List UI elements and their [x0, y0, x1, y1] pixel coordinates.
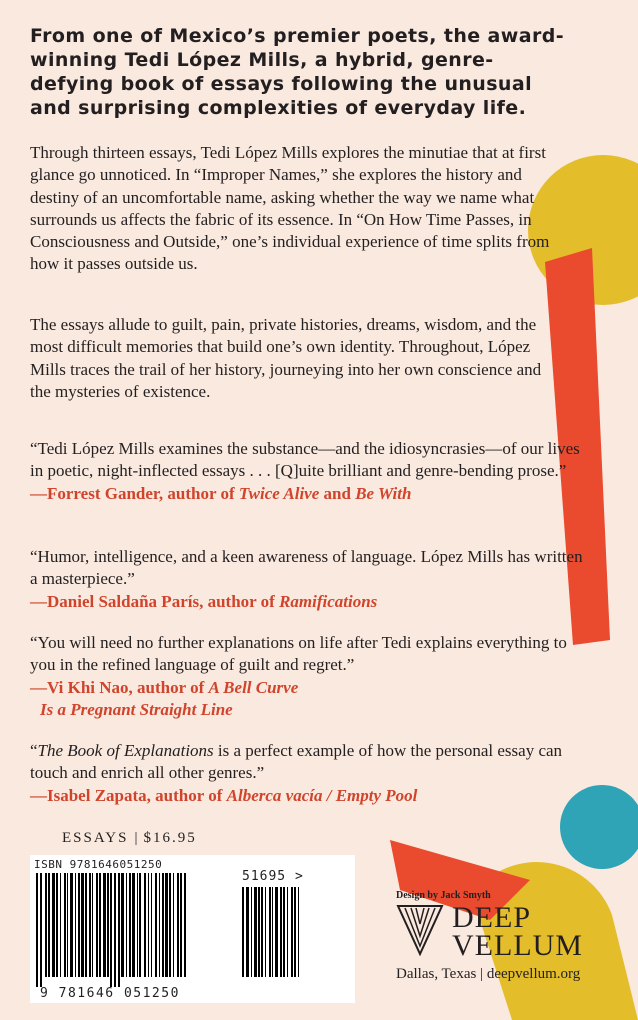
description-paragraph-2: The essays allude to guilt, pain, private histories, dreams, wisdom, and the most difficult memories that build one’s own identity. Throughout, López Mills traces the trail of her history, journeying into her own conscience and the mysteries of existence. [30, 315, 542, 401]
barcode-bar [283, 887, 285, 977]
barcode-bar [269, 887, 271, 977]
barcode-bar [132, 873, 135, 977]
ean-barcode-bars [36, 873, 236, 987]
barcode-bar [36, 873, 38, 987]
barcode-bar [148, 873, 149, 977]
barcode-bar [246, 887, 249, 977]
attribution-work: Be With [355, 483, 412, 503]
attribution-author: —Forrest Gander, author of [30, 483, 239, 503]
publisher-location: Dallas, Texas | deepvellum.org [396, 966, 581, 982]
attribution-author: —Isabel Zapata, author of [30, 785, 227, 805]
blurb-quote: “Humor, intelligence, and a keen awareness of language. López Mills has written a masterpiece.” [30, 547, 583, 589]
barcode-bar [137, 873, 138, 977]
barcode-bar [114, 873, 116, 987]
logo-text-deep: DEEP [452, 901, 531, 934]
barcode-bar [52, 873, 55, 977]
barcode-bar [251, 887, 252, 977]
barcode-bar [291, 887, 293, 977]
barcode-bar [45, 873, 47, 977]
barcode-bar [144, 873, 146, 977]
design-credit: Design by Jack Smyth [396, 890, 491, 901]
barcode-bar [280, 887, 282, 977]
attribution-joiner: and [319, 483, 356, 503]
barcode-bar [173, 873, 174, 977]
barcode-bar [162, 873, 164, 977]
quoted-book-title: The Book of Explanations [37, 741, 214, 760]
barcode-bar [159, 873, 160, 977]
barcode-bar [151, 873, 152, 977]
barcode-bar [177, 873, 179, 977]
blurb-1 [30, 438, 590, 505]
blurb-2 [30, 546, 590, 613]
attribution-author: —Daniel Saldaña París, author of [30, 591, 280, 611]
addon-digits: 51695 > [242, 869, 304, 884]
barcode-bar [121, 873, 124, 977]
barcode-bar [92, 873, 93, 977]
barcode-bar [139, 873, 141, 977]
price-line [62, 830, 197, 847]
description-paragraph-1: Through thirteen essays, Tedi López Mills explores the minutiae that at first glance go unnoticed. In “Improper Names,” she explores the history and destiny of an uncomfortable name, asking whether the way we name what surrounds us affects the fabric of its essence. In “On How Time Passes, in Consciousness and Outside,” one’s individual experience of time splits from how it passes outside us. [30, 143, 550, 274]
headline: From one of Mexico’s premier poets, the award-winning Tedi López Mills, a hybrid, genre-defying book of essays following the unusual and surprising complexities of everyday life. [30, 25, 564, 119]
barcode-bar [60, 873, 61, 977]
barcode-bar [254, 887, 257, 977]
ean-digits: 9 781646 051250 [40, 986, 180, 1001]
barcode-bar [265, 887, 266, 977]
barcode-bar [48, 873, 50, 977]
blurb-4 [30, 740, 590, 807]
attribution-work: A Bell Curve [208, 677, 299, 697]
barcode-bar [287, 887, 288, 977]
blurb-quote: “Tedi López Mills examines the substance—and the idiosyncrasies—of our lives in poetic, night-inflected essays . . . [Q]uite brilliant and genre-bending prose.” [30, 439, 580, 481]
barcode-bar [56, 873, 58, 977]
barcode-bar [107, 873, 109, 977]
attribution-work: Twice Alive [238, 483, 320, 503]
genre-label: ESSAYS [62, 830, 129, 846]
blurb-quote: “You will need no further explanations on life after Tedi explains everything to you in the refined language of guilt and regret.” [30, 633, 567, 675]
isbn-label: ISBN 9781646051250 [34, 858, 163, 871]
barcode-bar [165, 873, 168, 977]
blurb-attribution [30, 483, 590, 505]
attribution-work: Alberca vacía / Empty Pool [226, 785, 418, 805]
blurb-attribution [30, 785, 590, 807]
barcode-bar [275, 887, 278, 977]
addon-barcode-bars [242, 887, 322, 987]
quote-open-mark: “ [30, 741, 38, 760]
price-separator: | [134, 830, 138, 846]
barcode-bar [103, 873, 106, 977]
blurb-3 [30, 632, 590, 721]
logo-text-vellum: VELLUM [452, 929, 583, 962]
barcode-bar [96, 873, 98, 977]
barcode-bar [67, 873, 68, 977]
attribution-work-continued: Is a Pregnant Straight Line [40, 699, 233, 719]
barcode-bar [272, 887, 273, 977]
barcode-bar [81, 873, 84, 977]
blurb-attribution [30, 591, 590, 613]
barcode-bar [261, 887, 263, 977]
barcode-bar [99, 873, 101, 977]
barcode-bar [184, 873, 186, 977]
barcode-bar [294, 887, 296, 977]
attribution-work: Ramifications [279, 591, 378, 611]
barcode-bar [258, 887, 260, 977]
barcode-bar [78, 873, 80, 977]
barcode-bar [180, 873, 182, 977]
barcode-bar [85, 873, 87, 977]
price: $16.95 [143, 830, 197, 846]
blurb-attribution [30, 677, 590, 722]
barcode-bar [75, 873, 76, 977]
publisher-logo [396, 901, 626, 962]
barcode-bar [155, 873, 157, 977]
blurb-quote: is a perfect example of how the personal essay can touch and enrich all other genres.” [30, 741, 563, 783]
barcode-bar [298, 887, 299, 977]
barcode-bar [64, 873, 66, 977]
barcode-bar [118, 873, 120, 987]
barcode-bar [126, 873, 127, 977]
barcode-bar [70, 873, 73, 977]
barcode-bar [242, 887, 244, 977]
barcode-bar [40, 873, 42, 987]
barcode-bar [169, 873, 171, 977]
attribution-author: —Vi Khi Nao, author of [30, 677, 209, 697]
deep-vellum-emblem-icon [396, 904, 444, 956]
barcode-bar [89, 873, 91, 977]
barcode-bar [129, 873, 131, 977]
barcode-bar [110, 873, 112, 987]
barcode [30, 855, 355, 1003]
